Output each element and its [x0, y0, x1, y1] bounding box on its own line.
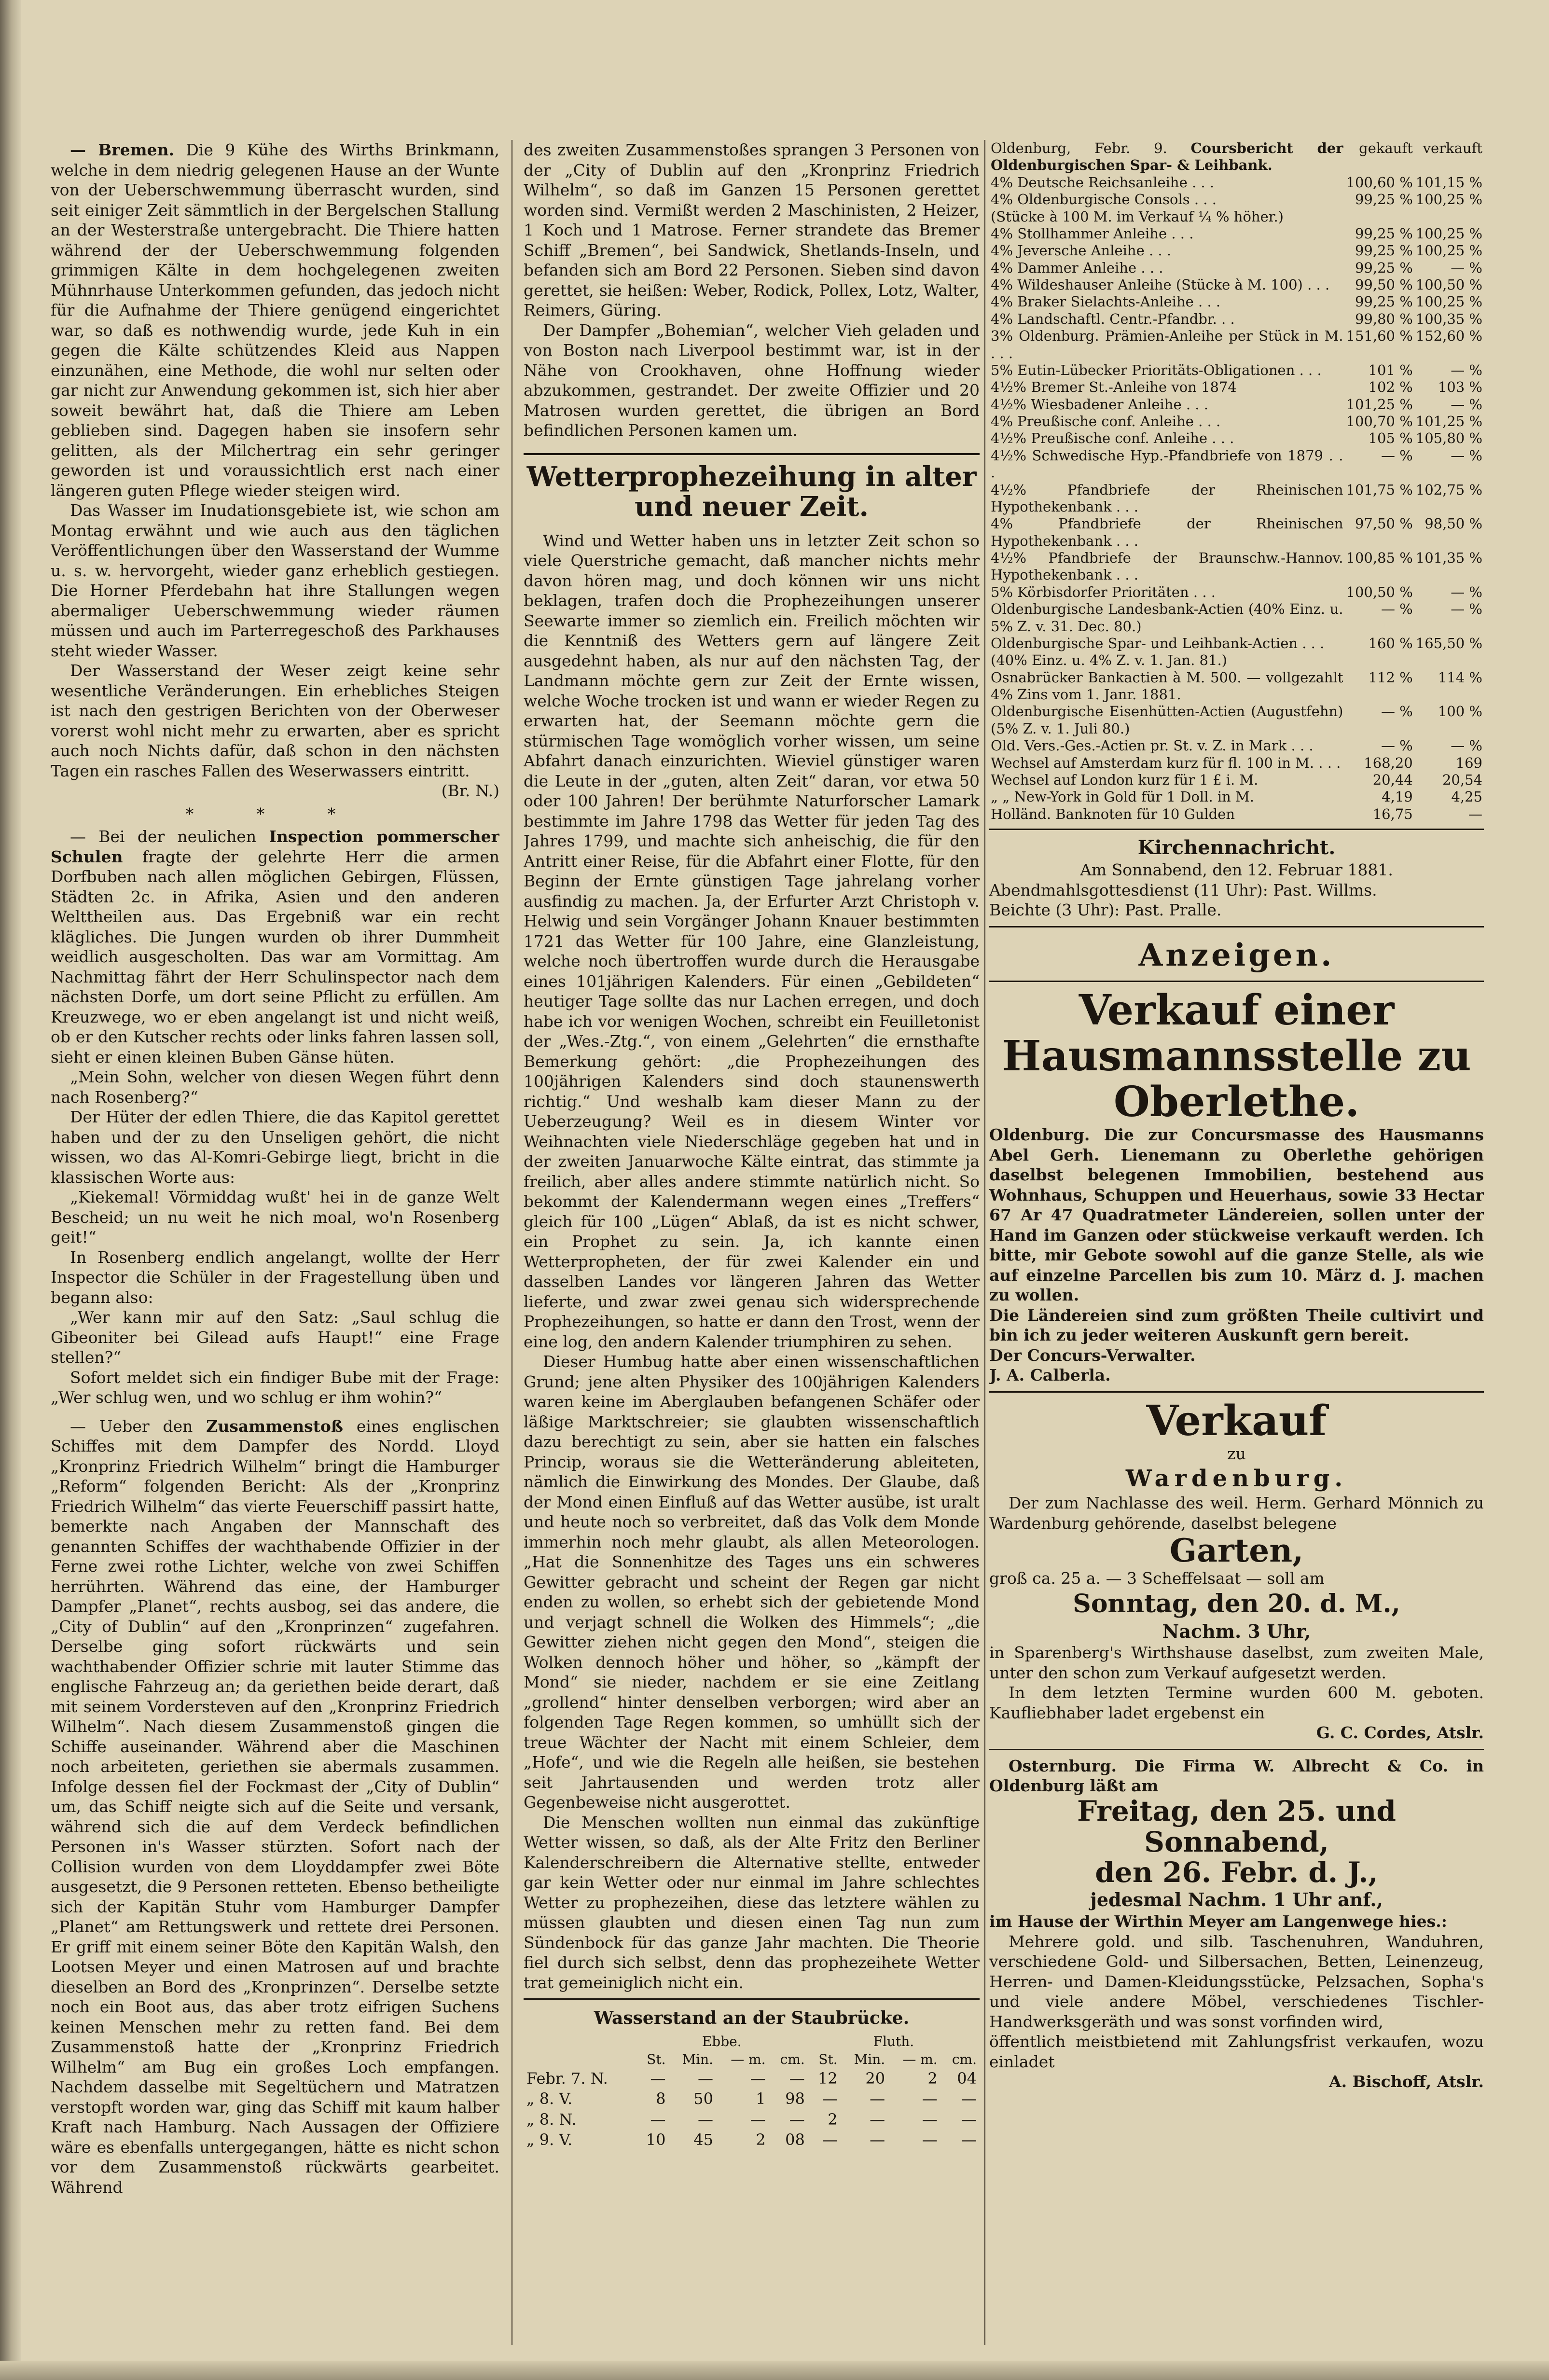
table-cell: 101,25 %: [1346, 396, 1413, 413]
divider: [989, 981, 1484, 982]
table-cell: 4,25: [1451, 789, 1482, 805]
table-row: [989, 328, 1484, 362]
water-level-table: [524, 2007, 980, 2150]
table-cell: 2: [756, 2130, 766, 2149]
table-row: [989, 772, 1484, 789]
ad-text: in Sparenberg's Wirthshause daselbst, zum zweiten Male, unter den schon zum Verkauf aufgesetzt werden.: [989, 1643, 1484, 1682]
table-cell: —: [822, 2130, 838, 2149]
table-row: [989, 174, 1484, 191]
article-text: Das Wasser im Inudationsgebiete ist, wie schon am Montag erwähnt und wie auch aus den täglichen Veröffentlichungen über den Wasserstand der Wumme u. s. w. hervorgeht, wieder ganz erheblich gestiegen. Die Horner Pferdebahn hat ihre Stallungen wegen abermaliger Ueberschwemmung wieder räumen müssen und auch im Parterregeschoß des Parkhauses steht wieder Wasser.: [51, 501, 499, 660]
table-cell: 97,50 %: [1355, 515, 1413, 532]
church-notice-line: Am Sonnabend, den 12. Februar 1881.: [1080, 860, 1393, 880]
table-cell: — %: [1381, 601, 1413, 618]
ad-sale-body: [989, 1125, 1484, 1385]
church-notice-line: Beichte (3 Uhr): Past. Pralle.: [989, 900, 1222, 920]
ad-auction-date: Freitag, den 25. und Sonnabend,: [1077, 1794, 1396, 1858]
table-cell: 2: [828, 2110, 838, 2129]
table-cell: 4,19: [1382, 789, 1413, 805]
table-cell: 4% Jeversche Anleihe . . .: [991, 242, 1172, 259]
ad-text: Mehrere gold. und silb. Taschenuhren, Wanduhren, verschiedene Gold- und Silbersachen, Betten, Leinenzeug, Herren- und Damen-Kleidungsstücke, Pelzsachen, Sopha's und viele andere Möbel, verschiedenes Tischler-Handwerksgeräth und was sonst vorfinden wird,: [989, 1932, 1484, 2031]
table-cell: Wechsel auf London kurz für 1 £ i. M.: [991, 771, 1259, 788]
article-text: „Mein Sohn, welcher von diesen Wegen führt denn nach Rosenberg?“: [51, 1067, 499, 1107]
table-row: [989, 208, 1484, 225]
table-cell: „ 8. N.: [526, 2110, 577, 2129]
table-cell: 99,80 %: [1355, 310, 1413, 327]
table-cell: 98: [785, 2089, 805, 2108]
article-text: Der Wasserstand der Weser zeigt keine sehr wesentliche Veränderungen. Ein erhebliches Steigen ist nach den gestrigen Berichten von der Oberweser vorerst wohl nicht mehr zu erwarten, aber es spricht auch noch Nichts dafür, daß schon in den nächsten Tagen ein rasches Fallen des Weserwassers eintritt.: [51, 661, 499, 780]
table-cell: (Stücke à 100 M. im Verkauf ¼ % höher.): [991, 208, 1284, 225]
article-bremen-heading: — Bremen.: [70, 140, 174, 159]
table-cell: Oldenburgische Landesbank-Actien (40% Einz. u. 5% Z. v. 31. Dec. 80.): [991, 601, 1343, 635]
table-cell: 101 %: [1368, 361, 1413, 378]
table-row: [524, 2068, 980, 2089]
table-cell: 101,35 %: [1415, 550, 1482, 566]
ad-text: In dem letzten Termine wurden 600 M. geboten. Kaufliebhaber ladet ergebenst ein: [989, 1683, 1484, 1722]
column-header-ebbe: Ebbe.: [702, 2033, 742, 2049]
table-cell: 4½% Preußische conf. Anleihe . . .: [991, 430, 1234, 447]
table-cell: 20,54: [1442, 771, 1482, 788]
table-cell: 4% Deutsche Reichsanleihe . . .: [991, 174, 1215, 191]
table-cell: 12: [817, 2069, 838, 2088]
article-inspection-heading: Inspection pommerscher Schulen: [51, 827, 499, 866]
table-cell: 100,25 %: [1415, 293, 1482, 310]
table-row: [989, 601, 1484, 635]
table-cell: 3% Oldenburg. Prämien-Anleihe per Stück in M. . . .: [991, 328, 1343, 361]
ad-text: zu: [1227, 1444, 1246, 1464]
ad-auction-date: den 26. Febr. d. J.,: [1095, 1856, 1378, 1889]
table-cell: —: [870, 2130, 885, 2149]
article-weather-title: Wetterprophezeihung in alter und neuer Zeit.: [524, 453, 980, 522]
table-row: [989, 550, 1484, 584]
table-cell: 100 %: [1438, 703, 1482, 720]
table-row: [989, 430, 1484, 447]
table-cell: (40% Einz. u. 4% Z. v. 1. Jan. 81.): [991, 652, 1227, 669]
table-cell: „ „ New-York in Gold für 1 Doll. in M.: [991, 789, 1254, 805]
article-inspection: [51, 827, 499, 1067]
ad-text: öffentlich meistbietend mit Zahlungsfrist verkaufen, wozu einladet: [989, 2032, 1484, 2071]
article-text: Der Dampfer „Bohemian“, welcher Vieh geladen und von Boston nach Liverpool bestimmt war, ist in der Nähe von Crookhaven, ohne Hoffnung wieder abzukommen, gestrandet. Der zweite Offizier und 20 Matrosen wurden gerettet, die übrigen an Bord befindlichen Personen kamen um.: [524, 320, 980, 440]
article-text: eines englischen Schiffes mit dem Dampfer des Nordd. Lloyd „Kronprinz Friedrich Wilhelm“ bringt die Hamburger „Reform“ folgenden Bericht: Als der „Kronprinz Friedrich Wilhelm“ das vierte Feuerschiff passirt hatte, bemerkte nach Angaben der Mannschaft des genannten Schiffes der wachthabende Offizier in der Ferne zwei rothe Lichter, welche von zwei Schiffen herrührten. Während das eine, der Hamburger Dampfer „Planet“, rechts ausbog, sei das andere, die „City of Dublin“ auf den „Kronprinzen“ zugefahren. Derselbe ging sofort rückwärts und sein wachthabender Offizier schrie mit lauter Stimme das englische Fahrzeug an; da geriethen beide derart, daß mit seinem Vordersteven auf den „Kronprinz Friedrich Wilhelm“. Nach diesem Zusammenstoß gingen die Schiffe auseinander. Während aber die Maschinen noch arbeiteten, geriethen sie abermals zusammen. Infolge dessen fiel der Fockmast der „City of Dublin“ um, das Schiff neigte sich auf die Seite und versank, während sich die auf dem Verdeck befindlichen Personen in's Wasser stürzten. Sofort nach der Collision wurden von dem Lloyddampfer zwei Böte ausgesetzt, die 9 Personen retteten. Ebenso betheiligte sich der Kapitän Stuhr vom Hamburger Dampfer „Planet“ am Rettungswerk und rettete drei Personen. Er griff mit einem seiner Böte den Kapitän Walsh, den Lootsen Meyer und einen Matrosen auf und brachte dieselben an Bord des „Kronprinzen“. Derselbe setzte noch ein Boot aus, das aber trotz eifrigen Suchens keinen Menschen mehr zu retten fand. Bei dem Zusammenstoß hatte der „Kronprinz Friedrich Wilhelm“ am Bug ein großes Loch empfangen. Nachdem dasselbe mit Segeltüchern und Matratzen verstopft worden war, ging das Schiff mit kaum halber Kraft nach Hamburg. Nach Aussagen der Offiziere wäre es ebenfalls untergegangen, hätte es nicht schon vor dem Zusammenstoß rückwärts gearbeitet. Während: [51, 1416, 499, 2197]
article-collision-heading: Zusammenstoß: [206, 1416, 344, 1436]
table-cell: —: [698, 2110, 714, 2129]
table-cell: — %: [1381, 447, 1413, 464]
column-header-fluth: Fluth.: [873, 2033, 914, 2049]
table-cell: 100,25 %: [1415, 225, 1482, 242]
table-row: [989, 225, 1484, 242]
table-row: [989, 447, 1484, 482]
table-cell: 100,25 %: [1415, 191, 1482, 208]
table-cell: 2: [927, 2069, 938, 2088]
article-text: — Ueber den: [70, 1416, 207, 1436]
table-cell: 99,25 %: [1355, 225, 1413, 242]
divider: [989, 1749, 1484, 1750]
ad-text: Die Ländereien sind zum größten Theile cultivirt und bin ich zu jeder weiteren Auskunft gern bereit.: [989, 1305, 1484, 1345]
ad-sale-title: Verkauf einer: [1079, 986, 1395, 1035]
table-cell: 1: [756, 2089, 766, 2108]
column-middle: [524, 140, 980, 2350]
table-row: [989, 242, 1484, 259]
ad-text: groß ca. 25 a. — 3 Scheffelsaat — soll am: [989, 1568, 1325, 1588]
table-cell: 4½% Wiesbadener Anleihe . . .: [991, 396, 1208, 413]
article-text: „Wer kann mir auf den Satz: „Saul schlug die Gibeoniter bei Gilead aufs Haupt!“ eine Frage stellen?“: [51, 1308, 499, 1367]
divider: [989, 926, 1484, 927]
table-row: [989, 584, 1484, 601]
table-cell: [1414, 652, 1484, 669]
article-text: des zweiten Zusammenstoßes sprangen 3 Personen von der „City of Dublin auf den „Kronprinz Friedrich Wilhelm“, so daß im Ganzen 15 Personen gerettet worden sind. Vermißt werden 2 Maschinisten, 2 Heizer, 1 Koch und 1 Matrose. Ferner strandete das Bremer Schiff „Bremen“, bei Sandwick, Shetlands-Inseln, und befanden sich am Bord 22 Personen. Sieben sind davon gerettet, sie heißen: Weber, Rodick, Pollex, Lotz, Walter, Reimers, Güring.: [524, 140, 980, 319]
table-row: [524, 2109, 980, 2130]
table-cell: 105 %: [1368, 430, 1413, 447]
divider: [989, 829, 1484, 830]
table-row: [989, 806, 1484, 823]
table-cell: — %: [1451, 447, 1482, 464]
table-cell: 151,60 %: [1346, 328, 1413, 345]
table-cell: — %: [1381, 737, 1413, 754]
ad-text: Osternburg. Die Firma W. Albrecht & Co. in Oldenburg läßt am: [989, 1756, 1484, 1796]
table-cell: —: [750, 2110, 766, 2129]
table-row: [989, 635, 1484, 652]
table-cell: 04: [957, 2069, 977, 2088]
exchange-rate-rows: [989, 174, 1484, 823]
table-cell: 100,70 %: [1346, 413, 1413, 429]
table-cell: 99,25 %: [1355, 242, 1413, 259]
ad-sale-subtitle: Hausmannsstelle zu Oberlethe.: [1002, 1031, 1471, 1126]
table-cell: „ 8. V.: [526, 2089, 573, 2108]
table-cell: 10: [646, 2130, 666, 2149]
newspaper-page: [29, 121, 1515, 2360]
table-cell: [1414, 208, 1484, 225]
table-row: [989, 191, 1484, 208]
ad-garden-label: Garten,: [1169, 1532, 1304, 1570]
table-cell: Old. Vers.-Ges.-Actien pr. St. v. Z. in Mark . . .: [991, 737, 1314, 754]
table-cell: —: [961, 2130, 977, 2149]
table-cell: „ 9. V.: [526, 2130, 573, 2149]
table-cell: Osnabrücker Bankactien à M. 500. — vollgezahlt 4% Zins vom 1. Janr. 1881.: [991, 669, 1343, 703]
table-cell: 4½% Pfandbriefe der Braunschw.-Hannov. Hypothekenbank . . .: [991, 550, 1343, 583]
ad-date: Sonntag, den 20. d. M.,: [1073, 1589, 1400, 1619]
table-cell: 102 %: [1368, 379, 1413, 396]
table-cell: 99,25 %: [1355, 191, 1413, 208]
article-text: Dieser Humbug hatte aber einen wissenschaftlichen Grund; jene alten Physiker des 100jährigen Kalenders waren keine im Aberglauben befangenen Schäfer oder läßige Marktschreier; sie glaubten wissenschaftlich dazu berechtigt zu sein, aber sie hatten ein falsches Princip, woraus sie die Wetteränderung ableiteten, nämlich die Einwirkung des Mondes. Der Glaube, daß der Mond einen Einfluß auf das Wetter ausübe, ist uralt und heute noch so verbreitet, daß das Volk dem Monde immerhin noch mehr glaubt, als allen Meteorologen. „Hat die Sonnenhitze des Tages uns ein schweres Gewitter gebracht und scheint der Regen gar nicht enden zu wollen, so erhebt sich der gebietende Mond und verjagt schnell die Wolken des Himmels“; „die Gewitter ziehen nicht gegen den Mond“, steigen die Wolken dennoch höher und höher, so „kämpft der Mond“ sie nieder, nachdem er sie eine Zeitlang „grollend“ hinter denselben verborgen; wird aber an folgenden Tage Regen kommen, so umhüllt sich der treue Wächter der Nacht mit einem Schleier, dem „Hofe“, und wie die Regeln alle heißen, sie bestehen seit Jahrtausenden und werden trotz aller Gegenbeweise nicht ausgerottet.: [524, 1352, 980, 1812]
table-row: [524, 2089, 980, 2109]
table-row: [989, 413, 1484, 430]
table-cell: 20: [865, 2069, 885, 2088]
table-cell: — %: [1381, 703, 1413, 720]
table-cell: —: [922, 2089, 938, 2108]
article-text: In Rosenberg endlich angelangt, wollte der Herr Inspector die Schüler in der Fragestellung üben und begann also:: [51, 1247, 499, 1307]
table-cell: —: [789, 2110, 805, 2129]
article-text: Die Menschen wollten nun einmal das zukünftige Wetter wissen, so daß, als der Alte Fritz den Berliner Kalenderschreibern die Alternative stellte, entweder gar kein Wetter oder nur einmal im Jahre schlechtes Wetter zu prophezeihen, diese das letztere wählen zu müssen glaubten und diesen einen Tag nun zum Sündenbock für das ganze Jahr machten. Die Theorie fiel durch sich selbst, denn das prophezeihete Wetter trat gemeiniglich nicht ein.: [524, 1813, 980, 1992]
ad-signature: J. A. Calberla.: [989, 1366, 1111, 1385]
table-cell: 4% Wildeshauser Anleihe (Stücke à M. 100) . . .: [991, 277, 1330, 293]
table-cell: 08: [785, 2130, 805, 2149]
table-header-row: [524, 2033, 980, 2050]
unit-label: cm.: [780, 2051, 805, 2067]
table-cell: —: [650, 2110, 666, 2129]
exchange-rate-title: [989, 140, 1345, 174]
table-cell: —: [922, 2110, 938, 2129]
article-text: Sofort meldet sich ein findiger Bube mit der Frage: „Wer schlug wen, und wo schlug er ihm wohin?“: [51, 1368, 499, 1407]
water-level-rows: [524, 2068, 980, 2150]
table-cell: 4% Stollhammer Anleihe . . .: [991, 225, 1194, 242]
table-cell: —: [698, 2069, 714, 2088]
exchange-rate-place: Oldenburg, Febr. 9.: [991, 140, 1167, 156]
divider: [524, 1998, 980, 2000]
ad-time: Nachm. 3 Uhr,: [1162, 1620, 1311, 1642]
table-cell: 100,35 %: [1415, 310, 1482, 327]
table-cell: —: [961, 2110, 977, 2129]
table-cell: 5% Eutin-Lübecker Prioritäts-Obligationen . . .: [991, 361, 1322, 378]
table-cell: 20,44: [1372, 771, 1413, 788]
table-cell: 112 %: [1368, 669, 1413, 686]
table-cell: —: [789, 2069, 805, 2088]
table-cell: Oldenburgische Eisenhütten-Actien (Augustfehn) (5% Z. v. 1. Juli 80.): [991, 703, 1343, 737]
table-cell: Febr. 7. N.: [526, 2069, 608, 2088]
table-row: [989, 482, 1484, 516]
table-row: [989, 789, 1484, 805]
table-cell: —: [1468, 805, 1482, 822]
table-cell: [1345, 208, 1414, 225]
ad-auction-time: jedesmal Nachm. 1 Uhr anf.,: [1090, 1889, 1383, 1911]
table-cell: 4% Dammer Anleihe . . .: [991, 259, 1163, 276]
ad-signature: G. C. Cordes, Atslr.: [1316, 1723, 1484, 1743]
table-cell: 165,50 %: [1415, 635, 1482, 651]
unit-label: — m.: [731, 2051, 766, 2067]
table-row: [989, 311, 1484, 328]
table-cell: 101,75 %: [1346, 481, 1413, 498]
article-source: (Br. N.): [441, 781, 499, 800]
table-cell: 4% Oldenburgische Consols . . .: [991, 191, 1217, 208]
column-rule: [984, 140, 985, 2345]
ad-signature: A. Bischoff, Atslr.: [1329, 2072, 1484, 2091]
table-cell: 16,75: [1372, 805, 1413, 822]
table-cell: 114 %: [1438, 669, 1482, 686]
asterism-separator: * * *: [185, 804, 365, 823]
unit-label: Min.: [854, 2051, 885, 2067]
table-cell: 101,25 %: [1415, 413, 1482, 429]
article-text: fragte der gelehrte Herr die armen Dorfbuben nach allen möglichen Gebirgen, Flüssen, Städten 2c. in Afrika, Asien und den anderen Welttheilen aus. Das Ergebniß war ein recht klägliches. Die Jungen wurden ob ihrer Dummheit weidlich ausgescholten. Das war am Vormittag. Am Nachmittag fährt der Herr Schulinspector nach dem nächsten Dorfe, um dort seine Pflicht zu erfüllen. Am Kreuzwege, wo er eben angelangt ist und nicht weiß, ob er den Kutscher rechts oder links fahren lassen soll, sieht er einen kleinen Buben Gänse hüten.: [51, 847, 499, 1066]
table-cell: —: [650, 2069, 666, 2088]
exchange-rate-header: [989, 140, 1484, 174]
table-cell: — %: [1451, 583, 1482, 600]
table-cell: 105,80 %: [1415, 430, 1482, 447]
water-level-title: Wasserstand an der Staubrücke.: [594, 2008, 910, 2029]
page-bottom-edge: [0, 2361, 1549, 2380]
ad-text: Der zum Nachlasse des weil. Herm. Gerhard Mönnich zu Wardenburg gehörende, daselbst belegene: [989, 1494, 1484, 1533]
table-cell: 168,20: [1364, 754, 1413, 771]
table-cell: 4% Braker Sielachts-Anleihe . . .: [991, 293, 1221, 310]
article-bremen: [51, 140, 499, 500]
table-cell: 100,25 %: [1415, 242, 1482, 259]
table-cell: —: [870, 2089, 885, 2108]
binding-gutter: [0, 0, 21, 2380]
table-row: [989, 515, 1484, 550]
table-cell: 4½% Pfandbriefe der Rheinischen Hypothekenbank . . .: [991, 481, 1343, 515]
church-notice-title: Kirchennachricht.: [1137, 836, 1336, 859]
table-cell: 4% Landschaftl. Centr.-Pfandbr. . .: [991, 310, 1235, 327]
table-row: [989, 669, 1484, 704]
table-cell: 98,50 %: [1425, 515, 1482, 532]
table-row: [989, 362, 1484, 379]
table-cell: 4½% Schwedische Hyp.-Pfandbriefe von 1879 . . .: [991, 447, 1343, 481]
table-cell: — %: [1451, 259, 1482, 276]
column-header-sold: verkauft: [1423, 140, 1482, 156]
table-cell: 5% Körbisdorfer Prioritäten . . .: [991, 583, 1216, 600]
table-cell: — %: [1451, 361, 1482, 378]
table-cell: 169: [1455, 754, 1482, 771]
unit-label: — m.: [902, 2051, 938, 2067]
table-row: [989, 652, 1484, 669]
table-cell: 100,85 %: [1346, 550, 1413, 566]
ad-signature: Der Concurs-Verwalter.: [989, 1345, 1196, 1365]
table-cell: 50: [693, 2089, 714, 2108]
exchange-rate-table: [989, 140, 1484, 823]
table-cell: — %: [1451, 737, 1482, 754]
table-cell: 101,15 %: [1415, 174, 1482, 191]
column-header-bought: gekauft: [1359, 140, 1413, 156]
table-cell: Oldenburgische Spar- und Leihbank-Actien . . .: [991, 635, 1325, 651]
table-row: [524, 2130, 980, 2150]
table-cell: 103 %: [1438, 379, 1482, 396]
ad-wardenburg-title: Verkauf: [1146, 1396, 1327, 1445]
table-cell: Holländ. Banknoten für 10 Gulden: [991, 805, 1235, 822]
table-cell: 4% Preußische conf. Anleihe . . .: [991, 413, 1221, 429]
advertisements-heading: Anzeigen.: [1138, 937, 1335, 973]
table-cell: Wechsel auf Amsterdam kurz für fl. 100 in M. . . .: [991, 754, 1341, 771]
table-cell: — %: [1451, 396, 1482, 413]
table-cell: 99,25 %: [1355, 293, 1413, 310]
table-cell: 100,60 %: [1346, 174, 1413, 191]
ad-text: Oldenburg. Die zur Concursmasse des Hausmanns Abel Gerh. Lienemann zu Oberlethe gehörigen daselbst belegenen Immobilien, bestehend aus Wohnhaus, Schuppen und Heuerhaus, sowie 33 Hectar 67 Ar 47 Quadratmeter Ländereien, sollen unter der Hand im Ganzen oder stückweise verkauft werden. Ich bitte, mir Gebote sowohl auf die ganze Stelle, als wie auf einzelne Parcellen bis zum 10. März d. J. machen zu wollen.: [989, 1125, 1484, 1305]
table-row: [989, 293, 1484, 310]
table-cell: 100,50 %: [1346, 583, 1413, 600]
unit-label: cm.: [952, 2051, 977, 2067]
table-cell: [1345, 652, 1414, 669]
article-text: Wind und Wetter haben uns in letzter Zeit schon so viele Querstriche gemacht, daß mancher nichts mehr davon hören mag, und doch können wir uns nicht beklagen, trafen doch die Prophezeihungen unserer Seewarte immer so ziemlich ein. Freilich möchten wir die Kenntniß des Wetters gern auf längere Zeit ausgedehnt haben, als nur auf den nächsten Tag, der Landmann möchte gern zur Zeit der Ernte wissen, welche Woche trocken ist und wann er wieder Regen zu erwarten hat, der Seemann möchte gern die stürmischen Tage womöglich vorher wissen, um seine Abfahrt danach einzurichten. Wieviel günstiger waren die Leute in der „guten, alten Zeit“ daran, vor etwa 50 oder 100 Jahren! Der berühmte Naturforscher Lamark bestimmte im Jahre 1798 das Wetter für jeden Tag des Jahres 1799, und machte sich anheischig, die für den Antritt einer Reise, für die Abfahrt einer Flotte, für den Beginn der Ernte günstigen Tage jahrelang vorher ausfindig zu machen. Ja, der Erfurter Arzt Christoph v. Helwig und sein Vorgänger Johann Knauer bestimmten 1721 das Wetter für 100 Jahre, eine Glanzleistung, welche noch übertroffen wurde durch die Herausgabe eines 101jährigen Kalenders. Für einen „Gebildeten“ heutiger Tage sollte das nur Lachen erregen, und doch habe ich vor wenigen Wochen, schreibt ein Feuilletonist der „Wes.-Ztg.“, von einem „Gelehrten“ die ernsthafte Bemerkung gehört: „die Prophezeihungen des 100jährigen Kalenders sind doch staunenswerth richtig.“ Und weshalb kam dieser Mann zu der Ueberzeugung? Weil es in diesem Winter vor Weihnachten viele Niederschläge gegeben hat und in der zweiten Januarwoche Kälte eintrat, das stimmte ja freilich, aber alles andere stimmte natürlich nicht. So bekommt der Kalendermann wegen eines „Treffers“ gleich für 100 „Lügen“ Ablaß, da ist es nicht schwer, ein Prophet zu sein. Ja, ich kannte einen Wetterpropheten, der für zwei Kalender ein und dasselben Landes vor längeren Jahren das Wetter lieferte, und zwar zwei genau sich widersprechende Prophezeihungen, so hatte er dann den Trost, wenn der eine log, den andern Kalender triumphiren zu sehen.: [524, 531, 980, 1351]
ad-wardenburg-place: Wardenburg.: [1125, 1465, 1348, 1492]
table-row: [989, 703, 1484, 737]
column-right: [989, 140, 1484, 2350]
unit-label: Min.: [682, 2051, 714, 2067]
table-row: [989, 396, 1484, 413]
column-left: [51, 140, 499, 2350]
table-cell: — %: [1451, 601, 1482, 618]
unit-label: St.: [818, 2051, 838, 2067]
table-cell: 4½% Bremer St.-Anleihe von 1874: [991, 379, 1237, 396]
table-cell: 4% Pfandbriefe der Rheinischen Hypothekenbank . . .: [991, 515, 1343, 549]
table-cell: —: [961, 2089, 977, 2108]
article-collision: [51, 1416, 499, 2198]
table-row: [989, 379, 1484, 396]
article-text: Der Hüter der edlen Thiere, die das Kapitol gerettet haben und der zu den Unseligen gehört, die nicht wissen, wo das Al-Komri-Gebirge liegt, bricht in die klassischen Worte aus:: [51, 1107, 499, 1187]
table-cell: —: [870, 2110, 885, 2129]
table-cell: 160 %: [1368, 635, 1413, 651]
ad-text: im Hause der Wirthin Meyer am Langenwege hies.:: [989, 1912, 1447, 1931]
table-row: [989, 755, 1484, 772]
table-cell: 152,60 %: [1415, 328, 1482, 345]
table-cell: —: [822, 2089, 838, 2108]
church-notice-line: Abendmahlsgottesdienst (11 Uhr): Past. Willms.: [989, 880, 1377, 899]
article-text: — Bei der neulichen: [70, 827, 269, 846]
table-row: [989, 737, 1484, 754]
table-row: [989, 260, 1484, 277]
divider: [989, 1391, 1484, 1393]
table-unit-row: [524, 2050, 980, 2068]
article-text: „Kiekemal! Vörmiddag wußt' hei in de ganze Welt Bescheid; un nu weit he nich moal, wo'n Rosenberg geit!“: [51, 1188, 499, 1246]
exchange-rate-heading: Coursbericht der Oldenburgischen Spar- & Leihbank.: [991, 140, 1343, 174]
table-cell: —: [922, 2130, 938, 2149]
table-cell: 45: [693, 2130, 714, 2149]
table-cell: 99,50 %: [1355, 277, 1413, 293]
table-cell: 8: [656, 2089, 666, 2108]
table-cell: 100,50 %: [1415, 277, 1482, 293]
table-cell: —: [750, 2069, 766, 2088]
table-row: [989, 277, 1484, 293]
table-cell: 102,75 %: [1415, 481, 1482, 498]
article-text: Die 9 Kühe des Wirths Brinkmann, welche in dem niedrig gelegenen Hause an der Wunte von der Ueberschwemmung überrascht wurden, sind seit einiger Zeit sämmtlich in der Bergelschen Stallung an der Westerstraße untergebracht. Die Thiere hatten während der der Ueberschwemmung folgenden grimmigen Kälte in dem hochgelegenen zweiten Mühnrhause Unterkommen gefunden, das jedoch nicht für die Aufnahme der Thiere genügend eingerichtet war, so daß es nothwendig wurde, jede Kuh in ein gegen die Kälte schützendes Kleid aus Nappen einzunähen, eine Methode, die wohl nur selten oder gar nicht zur Anwendung gekommen ist, sich hier aber soweit bewährt hat, daß die Thiere am Leben geblieben sind. Dagegen haben sie insofern sehr gelitten, als der Milchertrag ein sehr geringer geworden ist und voraussichtlich erst nach einer längeren guten Pflege wieder steigen wird.: [51, 140, 499, 500]
table-cell: 99,25 %: [1355, 259, 1413, 276]
unit-label: St.: [647, 2051, 666, 2067]
